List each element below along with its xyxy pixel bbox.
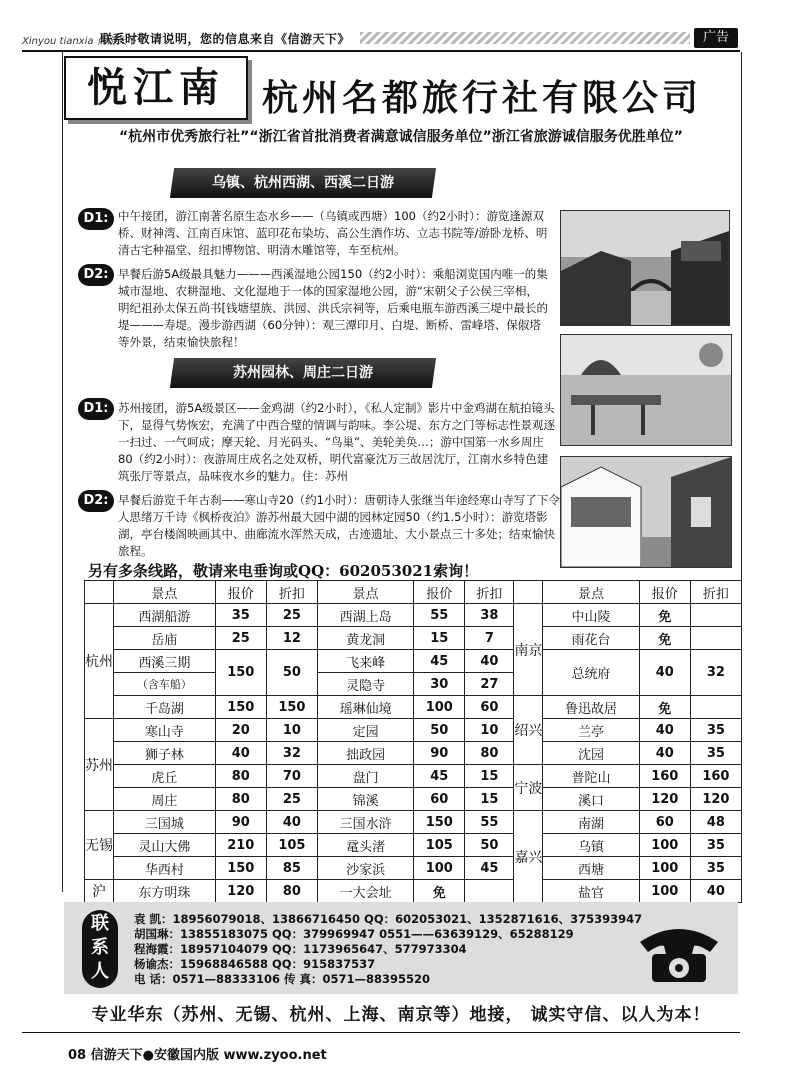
route2-title: 苏州园林、周庄二日游 <box>233 365 373 381</box>
route2-d1-badge: D1: <box>78 398 114 420</box>
badge-char: 人 <box>91 961 109 982</box>
table-cell: 105 <box>414 834 465 857</box>
table-cell: 免 <box>639 604 690 627</box>
decorative-stripe <box>360 32 690 44</box>
table-cell: 40 <box>639 742 690 765</box>
table-cell: 35 <box>690 719 741 742</box>
table-cell: 西溪三期 <box>114 650 216 673</box>
header-cell: 折扣 <box>465 581 514 604</box>
route1-d1-badge: D1: <box>78 208 114 230</box>
table-cell: 38 <box>465 604 514 627</box>
table-cell: 15 <box>465 765 514 788</box>
price-table <box>84 580 742 903</box>
table-cell: 80 <box>465 742 514 765</box>
table-cell: 三国城 <box>114 811 216 834</box>
table-cell: 40 <box>266 811 317 834</box>
lake-image <box>561 335 731 445</box>
table-cell: 三国水浒 <box>317 811 413 834</box>
table-cell: 溪口 <box>543 788 639 811</box>
table-row <box>85 742 742 765</box>
table-cell: 南湖 <box>543 811 639 834</box>
city-ningbo: 宁波 <box>514 765 543 811</box>
table-corner <box>514 581 543 604</box>
company-name: 杭州名都旅行社有限公司 <box>262 77 703 119</box>
header-cell: 报价 <box>414 581 465 604</box>
table-cell: 50 <box>465 834 514 857</box>
header-cell: 景点 <box>114 581 216 604</box>
table-cell: 85 <box>266 857 317 880</box>
table-cell: 灵山大佛 <box>114 834 216 857</box>
table-cell: 32 <box>266 742 317 765</box>
table-cell: 东方明珠 <box>114 880 216 903</box>
table-cell <box>690 604 741 627</box>
table-cell: 10 <box>266 719 317 742</box>
table-cell: 160 <box>690 765 741 788</box>
logo <box>64 56 248 120</box>
table-cell: 40 <box>639 719 690 742</box>
header-cell: 报价 <box>215 581 266 604</box>
table-cell: 30 <box>414 673 465 696</box>
table-cell: 80 <box>215 765 266 788</box>
route2-d2-badge: D2: <box>78 490 114 512</box>
table-cell: 10 <box>465 719 514 742</box>
table-cell: 西塘 <box>543 857 639 880</box>
contact-line: 杨谕杰：15968846588 QQ：915837537 <box>134 957 376 971</box>
contact-line: 袁 凯：18956079018、13866716450 QQ：602053021、1352871616、375393947 <box>134 912 643 926</box>
table-cell: 15 <box>465 788 514 811</box>
table-cell: 40 <box>690 880 741 903</box>
table-cell: 乌镇 <box>543 834 639 857</box>
table-cell: 免 <box>414 880 465 903</box>
table-corner <box>85 581 114 604</box>
more-routes: 另有多条线路，敬请来电垂询或QQ：602053021索询！ <box>88 562 479 580</box>
table-cell: 70 <box>266 765 317 788</box>
table-cell: 免 <box>639 696 690 719</box>
contact-box <box>64 902 738 994</box>
city-shanghai: 沪 <box>85 880 114 903</box>
table-cell: 黄龙洞 <box>317 627 413 650</box>
table-cell: 寒山寺 <box>114 719 216 742</box>
lake-photo <box>560 334 732 446</box>
route1-d2-badge: D2: <box>78 264 114 286</box>
table-cell: 100 <box>639 857 690 880</box>
source-notice: 联系时敬请说明，您的信息来自《信游天下》 <box>100 32 351 46</box>
contact-line: 程海霞：18957104079 QQ：1173965647、577973304 <box>134 942 467 956</box>
header-cell: 折扣 <box>266 581 317 604</box>
table-row <box>85 604 742 627</box>
table-cell: 岳庙 <box>114 627 216 650</box>
header-cell: 报价 <box>639 581 690 604</box>
table-row <box>85 834 742 857</box>
table-cell: 25 <box>215 627 266 650</box>
table-cell: 虎丘 <box>114 765 216 788</box>
table-cell: 一大会址 <box>317 880 413 903</box>
table-cell: 雨花台 <box>543 627 639 650</box>
table-cell: 25 <box>266 604 317 627</box>
table-cell: 飞来峰 <box>317 650 413 673</box>
table-cell: 105 <box>266 834 317 857</box>
header-cell: 景点 <box>317 581 413 604</box>
table-row <box>85 811 742 834</box>
table-cell: 50 <box>266 650 317 696</box>
slogan: 专业华东（苏州、无锡、杭州、上海、南京等）地接， 诚实守信、以人为本！ <box>91 1005 711 1025</box>
table-row <box>85 627 742 650</box>
contact-line: 胡国琳：13855183075 QQ：379969947 0551——63639129、65288129 <box>134 927 574 941</box>
table-cell <box>690 696 741 719</box>
contact-line: 电 话：0571—88333106 传 真：0571—88395520 <box>134 972 431 986</box>
header-cell: 折扣 <box>690 581 741 604</box>
table-cell: 定园 <box>317 719 413 742</box>
table-cell: 35 <box>690 857 741 880</box>
table-cell: 90 <box>414 742 465 765</box>
contact-badge <box>82 910 118 988</box>
table-cell: 盘门 <box>317 765 413 788</box>
table-cell: （含车船） <box>114 673 216 696</box>
table-cell: 80 <box>266 880 317 903</box>
table-cell: 100 <box>639 880 690 903</box>
table-cell: 160 <box>639 765 690 788</box>
table-row <box>85 719 742 742</box>
table-cell: 90 <box>215 811 266 834</box>
table-cell: 40 <box>639 650 690 696</box>
table-cell: 120 <box>690 788 741 811</box>
table-cell: 100 <box>414 696 465 719</box>
table-cell: 150 <box>215 696 266 719</box>
route1-banner <box>170 168 436 198</box>
brand-mark: Xinyou tianxia 信游天下 <box>22 36 137 47</box>
table-cell: 中山陵 <box>543 604 639 627</box>
table-cell: 100 <box>414 857 465 880</box>
table-cell: 100 <box>639 834 690 857</box>
canal-photo <box>560 456 732 568</box>
table-cell: 兰亭 <box>543 719 639 742</box>
route1-title: 乌镇、杭州西湖、西溪二日游 <box>212 175 394 191</box>
table-cell: 150 <box>414 811 465 834</box>
table-cell: 120 <box>639 788 690 811</box>
table-row <box>85 880 742 903</box>
table-cell: 拙政园 <box>317 742 413 765</box>
table-cell: 15 <box>414 627 465 650</box>
table-cell: 60 <box>465 696 514 719</box>
table-cell: 35 <box>690 742 741 765</box>
table-cell: 48 <box>690 811 741 834</box>
table-cell: 免 <box>639 627 690 650</box>
top-bar <box>0 26 800 50</box>
water-town-photo <box>560 210 730 326</box>
table-cell <box>690 627 741 650</box>
table-cell: 32 <box>690 650 741 696</box>
city-wuxi: 无锡 <box>85 811 114 880</box>
table-cell: 55 <box>465 811 514 834</box>
table-cell: 35 <box>690 834 741 857</box>
route2-banner <box>170 358 436 388</box>
table-cell <box>465 880 514 903</box>
table-cell: 150 <box>266 696 317 719</box>
table-cell: 瑶琳仙境 <box>317 696 413 719</box>
city-suzhou: 苏州 <box>85 719 114 811</box>
table-cell: 普陀山 <box>543 765 639 788</box>
table-cell: 12 <box>266 627 317 650</box>
table-cell: 40 <box>465 650 514 673</box>
table-cell: 120 <box>215 880 266 903</box>
canal-image <box>561 457 731 567</box>
badge-char: 系 <box>91 937 109 958</box>
table-cell: 总统府 <box>543 650 639 696</box>
table-header-row <box>85 581 742 604</box>
table-cell: 西湖上岛 <box>317 604 413 627</box>
city-nanjing: 南京 <box>514 604 543 696</box>
table-cell: 60 <box>639 811 690 834</box>
table-cell: 210 <box>215 834 266 857</box>
table-cell: 周庄 <box>114 788 216 811</box>
table-row <box>85 788 742 811</box>
table-cell: 西湖船游 <box>114 604 216 627</box>
table-cell: 55 <box>414 604 465 627</box>
table-row <box>85 765 742 788</box>
table-cell: 50 <box>414 719 465 742</box>
table-cell: 150 <box>215 650 266 696</box>
table-cell: 45 <box>414 765 465 788</box>
table-cell: 鲁迅故居 <box>543 696 639 719</box>
table-cell: 25 <box>266 788 317 811</box>
table-cell: 45 <box>414 650 465 673</box>
telephone-icon <box>634 920 724 984</box>
table-cell: 鼋头渚 <box>317 834 413 857</box>
table-cell: 45 <box>465 857 514 880</box>
footer-text: 08 信游天下●安徽国内版 www.zyoo.net <box>68 1048 327 1063</box>
table-cell: 盐官 <box>543 880 639 903</box>
table-cell: 40 <box>215 742 266 765</box>
table-cell: 27 <box>465 673 514 696</box>
table-cell: 20 <box>215 719 266 742</box>
table-row <box>85 857 742 880</box>
city-jiaxing: 嘉兴 <box>514 811 543 903</box>
table-cell: 150 <box>215 857 266 880</box>
table-row <box>85 650 742 673</box>
table-cell: 7 <box>465 627 514 650</box>
city-hangzhou: 杭州 <box>85 604 114 719</box>
table-cell: 华西村 <box>114 857 216 880</box>
table-cell: 锦溪 <box>317 788 413 811</box>
table-cell: 灵隐寺 <box>317 673 413 696</box>
header-cell: 景点 <box>543 581 639 604</box>
table-cell: 35 <box>215 604 266 627</box>
table-cell: 60 <box>414 788 465 811</box>
table-cell: 沈园 <box>543 742 639 765</box>
route1-d2-text: 早餐后游5A级最具魅力———西溪湿地公园150（约2小时）：乘船浏览国内唯一的集城市湿地、农耕湿地、文化湿地于一体的国家湿地公园，游“宋朝父子公侯三宰相，明纪祖孙太保五尚书[钱塘望族、洪园、洪氏宗祠等，后乘电瓶车游西溪三堤中最长的堤———寿堤。漫步游西湖（60分钟）：观三潭印月、白堤、断桥、雷峰塔、保俶塔等外景，结束愉快旅程！ <box>118 267 548 349</box>
logo-text: 悦江南 <box>87 64 225 111</box>
table-row <box>85 696 742 719</box>
table-cell: 狮子林 <box>114 742 216 765</box>
footer-rule <box>22 1032 740 1033</box>
water-town-image <box>561 211 729 325</box>
badge-char: 联 <box>91 913 109 934</box>
table-cell: 80 <box>215 788 266 811</box>
table-cell: 沙家浜 <box>317 857 413 880</box>
route1-d1-text: 中午接团，游江南著名原生态水乡——（乌镇或西塘）100（约2小时）：游览逢源双桥、财神湾、江南百床馆、蓝印花布染坊、高公生酒作坊、立志书院等/游卧龙桥、明清古宅种福堂、纽扣博物馆、明清木雕馆等，车至杭州。 <box>118 209 548 257</box>
table-cell: 千岛湖 <box>114 696 216 719</box>
city-shaoxing: 绍兴 <box>514 696 543 765</box>
route2-d1-text: 苏州接团，游5A级景区——金鸡湖（约2小时），《私人定制》影片中金鸡湖在航拍镜头下，显得气势恢宏，充满了中西合璧的情调与韵味。李公堤、东方之门等标志性景观逐一扫过、一气呵成；摩天轮、月光码头、“鸟巢”、美轮美奂…；游中国第一水乡周庄80（约2小时）：夜游周庄成名之处双桥，明代富豪沈万三故居沈厅，江南水乡特色建筑张厅等景点，品味夜水乡的魅力。住：苏州 <box>118 401 555 483</box>
honors-line: “杭州市优秀旅行社”“浙江省首批消费者满意诚信服务单位”浙江省旅游诚信服务优胜单位” <box>118 129 683 145</box>
route2-d2-text: 早餐后游览千年古刹——寒山寺20（约1小时）：唐朝诗人张继当年途经寒山寺写了下令人思绪万千诗《枫桥夜泊》游苏州最大园中湖的园林定园50（约1.5小时）：游览塔影湖，亭台楼阁映画其中、曲廊流水浑然天成，古迹遗址、大小景点三十多处；结束愉快旅程。 <box>118 493 560 558</box>
ad-label: 广告 <box>694 28 738 48</box>
